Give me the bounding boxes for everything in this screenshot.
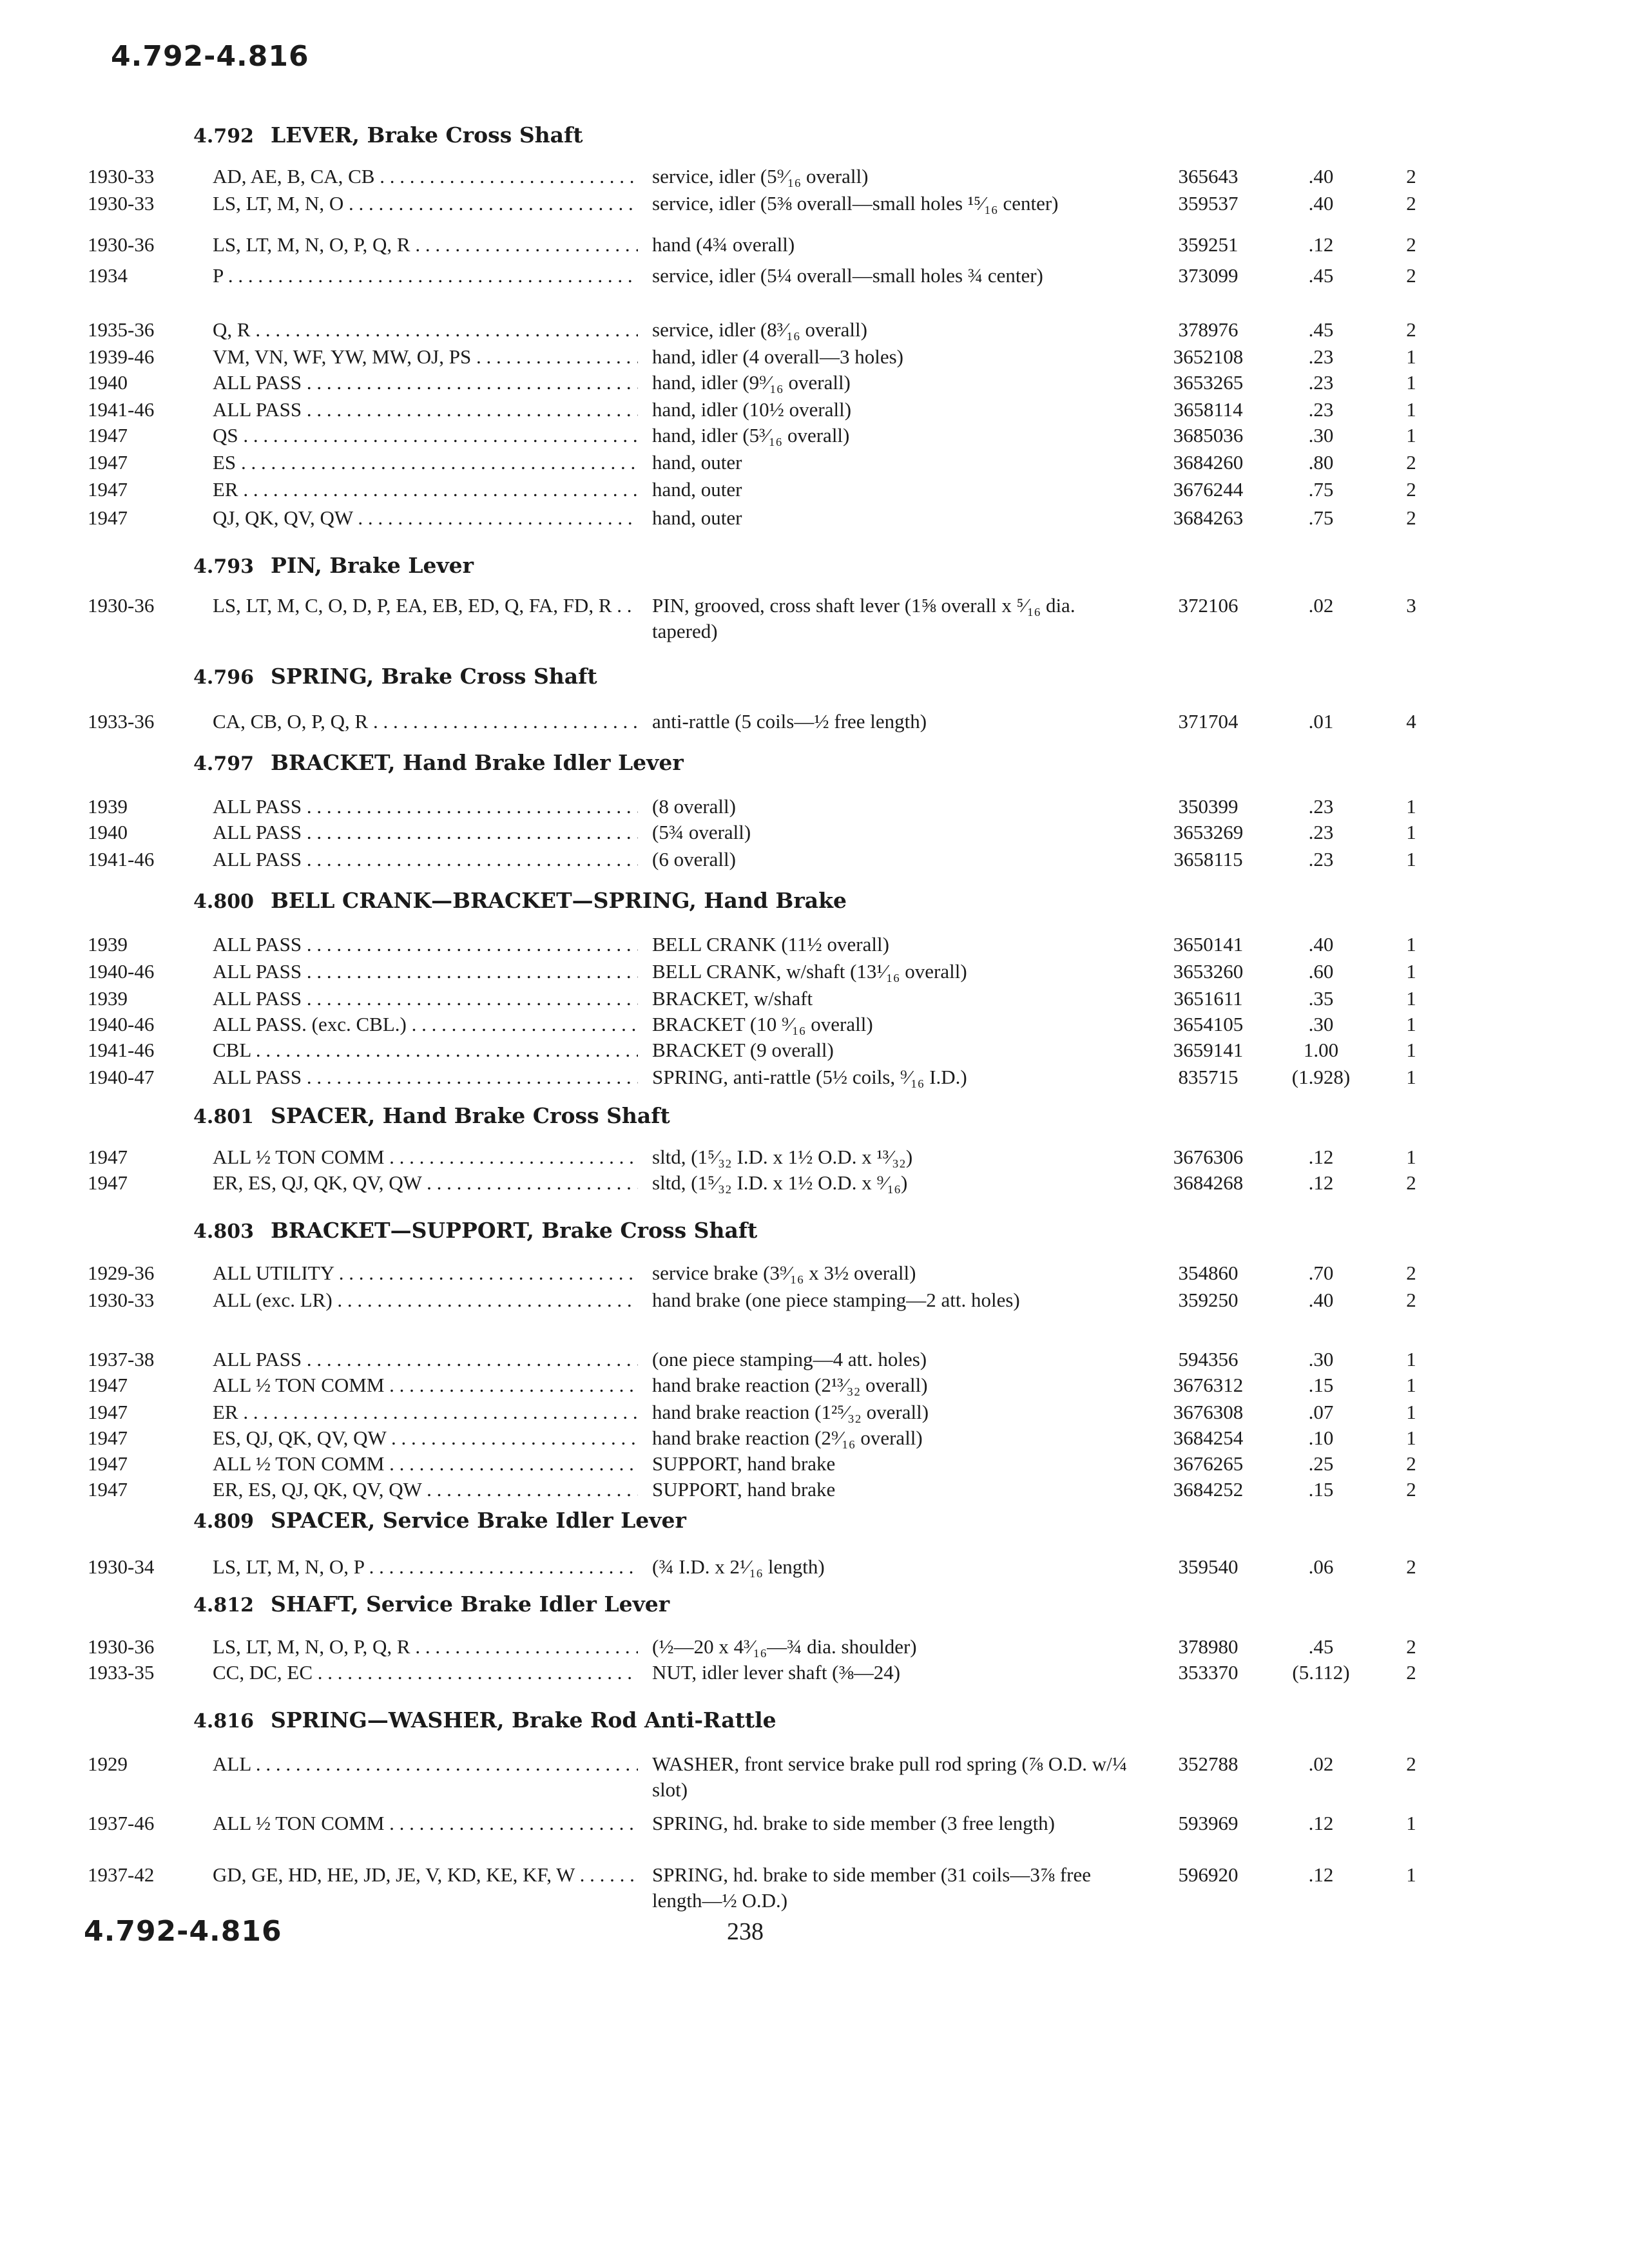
part-number: 350399 [1178, 795, 1239, 818]
list-price: .45 [1308, 318, 1334, 341]
list-price: .45 [1308, 1635, 1334, 1658]
part-description: SPRING, hd. brake to side member (31 coils—3⅞ free length—½ O.D.) [652, 1863, 1092, 1912]
model-years: 1940 [88, 371, 128, 394]
page-range-footer: 4.792-4.816 [84, 1915, 282, 1948]
model-codes: ER . . . [213, 477, 638, 503]
page-number: 238 [727, 1918, 764, 1945]
list-price: .10 [1308, 1427, 1334, 1449]
model-years: 1947 [88, 451, 128, 474]
list-price: .30 [1308, 424, 1334, 447]
quantity: 1 [1406, 1427, 1416, 1449]
quantity: 2 [1406, 451, 1416, 474]
list-price: .23 [1308, 345, 1334, 368]
part-number: 3658115 [1173, 848, 1243, 870]
model-years: 1937-38 [88, 1348, 155, 1370]
part-number: 3684263 [1173, 506, 1244, 529]
part-number: 3685036 [1173, 424, 1244, 447]
list-price: .70 [1308, 1262, 1334, 1284]
model-years: 1933-35 [88, 1661, 155, 1684]
list-price: .25 [1308, 1452, 1334, 1475]
part-description: hand, idler (10½ overall) [652, 398, 852, 421]
model-codes: CC, DC, EC . . . [213, 1660, 638, 1686]
part-description: BRACKET, w/shaft [652, 987, 813, 1010]
model-codes: ALL PASS . . . [213, 986, 638, 1012]
section-title: SPRING, Brake Cross Shaft [271, 664, 597, 689]
quantity: 2 [1406, 192, 1416, 215]
part-description: SPRING, hd. brake to side member (3 free length) [652, 1812, 1055, 1834]
model-years: 1937-42 [88, 1863, 155, 1886]
section-title: LEVER, Brake Cross Shaft [271, 122, 583, 148]
model-codes: ER . . . [213, 1399, 638, 1425]
part-description: PIN, grooved, cross shaft lever (1⅝ overall x ⁵⁄₁₆ dia. tapered) [652, 594, 1075, 642]
part-description: hand brake reaction (1²⁵⁄₃₂ overall) [652, 1401, 929, 1423]
section-number: 4.793 [193, 555, 254, 578]
part-number: 359250 [1178, 1289, 1239, 1311]
model-years: 1930-36 [88, 1635, 155, 1658]
part-number: 596920 [1178, 1863, 1239, 1886]
part-number: 372106 [1178, 594, 1239, 617]
part-description: service brake (3⁹⁄₁₆ x 3½ overall) [652, 1262, 916, 1284]
part-description: hand, outer [652, 451, 742, 474]
quantity: 2 [1406, 1661, 1416, 1684]
section-title: PIN, Brake Lever [271, 553, 474, 578]
quantity: 1 [1406, 398, 1416, 421]
section-heading [193, 750, 684, 775]
model-years: 1940-46 [88, 960, 155, 983]
model-codes: ALL PASS . . . [213, 932, 638, 957]
list-price: .30 [1308, 1348, 1334, 1370]
model-codes: QS . . . [213, 423, 638, 448]
model-codes: ALL PASS. (exc. CBL.) . . . [213, 1012, 638, 1037]
model-years: 1930-33 [88, 192, 155, 215]
part-number: 3684260 [1173, 451, 1244, 474]
quantity: 1 [1406, 848, 1416, 870]
list-price: .23 [1308, 848, 1334, 870]
quantity: 1 [1406, 1013, 1416, 1035]
part-description: hand, idler (5³⁄₁₆ overall) [652, 424, 850, 447]
part-description: sltd, (1⁵⁄₃₂ I.D. x 1½ O.D. x ¹³⁄₃₂) [652, 1146, 913, 1168]
part-number: 594356 [1178, 1348, 1239, 1370]
model-codes: ALL UTILITY . . . [213, 1260, 638, 1286]
section-heading [193, 122, 583, 148]
part-number: 593969 [1178, 1812, 1239, 1834]
list-price: .15 [1308, 1374, 1334, 1396]
quantity: 1 [1406, 424, 1416, 447]
model-codes: QJ, QK, QV, QW . . . [213, 505, 638, 531]
part-description: (¾ I.D. x 2¹⁄₁₆ length) [652, 1555, 825, 1578]
model-years: 1940-47 [88, 1066, 155, 1088]
part-number: 3676244 [1173, 478, 1244, 501]
part-description: SPRING, anti-rattle (5½ coils, ⁹⁄₁₆ I.D.) [652, 1066, 967, 1088]
part-number: 3684254 [1173, 1427, 1244, 1449]
part-description: hand, outer [652, 478, 742, 501]
model-years: 1947 [88, 424, 128, 447]
quantity: 1 [1406, 933, 1416, 956]
quantity: 1 [1406, 1374, 1416, 1396]
section-number: 4.797 [193, 753, 254, 775]
part-number: 3684252 [1173, 1478, 1244, 1501]
part-description: BELL CRANK, w/shaft (13¹⁄₁₆ overall) [652, 960, 967, 983]
list-price: .45 [1308, 264, 1334, 287]
quantity: 1 [1406, 821, 1416, 843]
model-codes: ALL PASS . . . [213, 847, 638, 872]
model-codes: LS, LT, M, N, O, P, Q, R . . . [213, 232, 638, 258]
quantity: 1 [1406, 795, 1416, 818]
model-years: 1930-33 [88, 1289, 155, 1311]
section-heading [193, 1218, 757, 1243]
model-years: 1940 [88, 821, 128, 843]
model-years: 1930-36 [88, 594, 155, 617]
model-years: 1941-46 [88, 848, 155, 870]
list-price: (5.112) [1292, 1661, 1350, 1684]
list-price: .12 [1308, 1812, 1334, 1834]
model-codes: CBL . . . [213, 1037, 638, 1063]
section-heading [193, 888, 847, 913]
model-codes: GD, GE, HD, HE, JD, JE, V, KD, KE, KF, W . . . [213, 1862, 638, 1888]
list-price: .23 [1308, 398, 1334, 421]
list-price: (1.928) [1291, 1066, 1351, 1088]
part-description: WASHER, front service brake pull rod spring (⅞ O.D. w/¼ slot) [652, 1753, 1127, 1801]
list-price: .75 [1308, 506, 1334, 529]
model-years: 1947 [88, 1171, 128, 1194]
part-number: 3653260 [1173, 960, 1244, 983]
part-number: 3652108 [1173, 345, 1244, 368]
model-years: 1930-33 [88, 165, 155, 187]
part-number: 359251 [1178, 233, 1239, 256]
part-number: 354860 [1178, 1262, 1239, 1284]
quantity: 1 [1406, 1863, 1416, 1886]
part-number: 3659141 [1173, 1039, 1244, 1061]
part-description: anti-rattle (5 coils—½ free length) [652, 710, 927, 733]
model-codes: ALL ½ TON COMM . . . [213, 1811, 638, 1836]
list-price: .01 [1308, 710, 1334, 733]
quantity: 1 [1406, 345, 1416, 368]
part-number: 352788 [1178, 1753, 1239, 1775]
part-number: 3684268 [1173, 1171, 1244, 1194]
quantity: 2 [1406, 318, 1416, 341]
part-number: 371704 [1178, 710, 1239, 733]
section-title: SPRING—WASHER, Brake Rod Anti-Rattle [271, 1707, 776, 1733]
part-number: 3654105 [1173, 1013, 1244, 1035]
list-price: .12 [1308, 1863, 1334, 1886]
list-price: .23 [1308, 371, 1334, 394]
section-number: 4.816 [193, 1710, 254, 1733]
list-price: .07 [1308, 1401, 1334, 1423]
model-years: 1939-46 [88, 345, 155, 368]
model-codes: ES, QJ, QK, QV, QW . . . [213, 1425, 638, 1451]
part-description: (6 overall) [652, 848, 736, 870]
part-description: service, idler (5⅜ overall—small holes ¹⁵⁄₁₆ center) [652, 192, 1059, 215]
list-price: .23 [1308, 821, 1334, 843]
part-description: BELL CRANK (11½ overall) [652, 933, 889, 956]
quantity: 1 [1406, 987, 1416, 1010]
quantity: 2 [1406, 1478, 1416, 1501]
quantity: 2 [1406, 1171, 1416, 1194]
part-description: service, idler (5⁹⁄₁₆ overall) [652, 165, 869, 187]
list-price: .30 [1308, 1013, 1334, 1035]
model-codes: ALL PASS . . . [213, 397, 638, 423]
model-codes: ALL PASS . . . [213, 1064, 638, 1090]
quantity: 2 [1406, 478, 1416, 501]
model-years: 1947 [88, 1401, 128, 1423]
model-years: 1929 [88, 1753, 128, 1775]
model-years: 1939 [88, 933, 128, 956]
list-price: .12 [1308, 1171, 1334, 1194]
part-number: 359537 [1178, 192, 1239, 215]
model-years: 1940-46 [88, 1013, 155, 1035]
model-years: 1947 [88, 478, 128, 501]
part-description: hand, outer [652, 506, 742, 529]
part-number: 3651611 [1173, 987, 1243, 1010]
quantity: 1 [1406, 371, 1416, 394]
part-number: 378980 [1178, 1635, 1239, 1658]
model-years: 1930-36 [88, 233, 155, 256]
model-codes: ALL PASS . . . [213, 370, 638, 396]
part-description: service, idler (8³⁄₁₆ overall) [652, 318, 867, 341]
list-price: .60 [1308, 960, 1334, 983]
model-codes: LS, LT, M, C, O, D, P, EA, EB, ED, Q, FA, FD, R . . . [213, 593, 638, 619]
model-years: 1947 [88, 1452, 128, 1475]
list-price: .12 [1308, 1146, 1334, 1168]
list-price: .12 [1308, 233, 1334, 256]
section-number: 4.801 [193, 1106, 254, 1128]
part-number: 835715 [1178, 1066, 1239, 1088]
section-number: 4.809 [193, 1510, 254, 1533]
model-years: 1947 [88, 506, 128, 529]
quantity: 2 [1406, 1262, 1416, 1284]
model-codes: Q, R . . . [213, 317, 638, 343]
section-title: BRACKET—SUPPORT, Brake Cross Shaft [271, 1218, 758, 1243]
part-description: hand (4¾ overall) [652, 233, 795, 256]
part-number: 353370 [1178, 1661, 1239, 1684]
part-description: NUT, idler lever shaft (⅜—24) [652, 1661, 901, 1684]
quantity: 2 [1406, 1555, 1416, 1578]
model-years: 1934 [88, 264, 128, 287]
model-codes: ER, ES, QJ, QK, QV, QW . . . [213, 1170, 638, 1196]
model-codes: ALL . . . [213, 1751, 638, 1777]
part-description: sltd, (1⁵⁄₃₂ I.D. x 1½ O.D. x ⁹⁄₁₆) [652, 1171, 908, 1194]
part-description: (5¾ overall) [652, 821, 751, 843]
section-title: SHAFT, Service Brake Idler Lever [271, 1591, 670, 1617]
quantity: 1 [1406, 960, 1416, 983]
model-codes: ALL ½ TON COMM . . . [213, 1144, 638, 1170]
part-description: hand brake reaction (2¹³⁄₃₂ overall) [652, 1374, 928, 1396]
section-heading [193, 553, 474, 578]
list-price: .06 [1308, 1555, 1334, 1578]
model-codes: ALL PASS . . . [213, 794, 638, 820]
list-price: .75 [1308, 478, 1334, 501]
model-years: 1947 [88, 1146, 128, 1168]
part-description: (one piece stamping—4 att. holes) [652, 1348, 927, 1370]
section-title: BRACKET, Hand Brake Idler Lever [271, 750, 684, 775]
part-number: 359540 [1178, 1555, 1239, 1578]
section-heading [193, 1591, 670, 1617]
list-price: .80 [1308, 451, 1334, 474]
model-codes: CA, CB, O, P, Q, R . . . [213, 709, 638, 735]
page-range-header: 4.792-4.816 [111, 40, 309, 73]
part-number: 365643 [1178, 165, 1239, 187]
quantity: 2 [1406, 1635, 1416, 1658]
quantity: 1 [1406, 1039, 1416, 1061]
model-codes: ES . . . [213, 450, 638, 476]
list-price: .15 [1308, 1478, 1334, 1501]
model-codes: LS, LT, M, N, O, P, Q, R . . . [213, 1634, 638, 1660]
quantity: 1 [1406, 1066, 1416, 1088]
model-years: 1937-46 [88, 1812, 155, 1834]
part-description: service, idler (5¼ overall—small holes ¾ center) [652, 264, 1043, 287]
model-years: 1941-46 [88, 398, 155, 421]
model-codes: ALL ½ TON COMM . . . [213, 1372, 638, 1398]
quantity: 2 [1406, 165, 1416, 187]
section-heading [193, 1103, 670, 1128]
quantity: 1 [1406, 1401, 1416, 1423]
model-codes: ALL ½ TON COMM . . . [213, 1451, 638, 1477]
model-years: 1939 [88, 987, 128, 1010]
part-number: 3676306 [1173, 1146, 1244, 1168]
list-price: .40 [1308, 933, 1334, 956]
quantity: 2 [1406, 506, 1416, 529]
section-number: 4.803 [193, 1220, 254, 1243]
part-description: BRACKET (9 overall) [652, 1039, 834, 1061]
model-codes: ER, ES, QJ, QK, QV, QW . . . [213, 1477, 638, 1503]
section-number: 4.792 [193, 125, 254, 148]
section-number: 4.800 [193, 890, 254, 913]
part-number: 3650141 [1173, 933, 1244, 956]
part-description: (8 overall) [652, 795, 736, 818]
model-codes: P . . . [213, 263, 638, 289]
section-number: 4.796 [193, 666, 254, 689]
model-codes: AD, AE, B, CA, CB . . . [213, 164, 638, 189]
part-description: BRACKET (10 ⁹⁄₁₆ overall) [652, 1013, 873, 1035]
model-years: 1929-36 [88, 1262, 155, 1284]
part-number: 373099 [1178, 264, 1239, 287]
list-price: .40 [1308, 192, 1334, 215]
section-title: BELL CRANK—BRACKET—SPRING, Hand Brake [271, 888, 847, 913]
quantity: 2 [1406, 1452, 1416, 1475]
quantity: 2 [1406, 233, 1416, 256]
list-price: .40 [1308, 1289, 1334, 1311]
quantity: 2 [1406, 1753, 1416, 1775]
list-price: .35 [1308, 987, 1334, 1010]
model-codes: LS, LT, M, N, O . . . [213, 191, 638, 216]
list-price: .02 [1308, 594, 1334, 617]
list-price: 1.00 [1303, 1039, 1339, 1061]
part-number: 3676265 [1173, 1452, 1244, 1475]
quantity: 2 [1406, 264, 1416, 287]
model-years: 1947 [88, 1478, 128, 1501]
section-title: SPACER, Service Brake Idler Lever [271, 1508, 686, 1533]
part-description: hand brake (one piece stamping—2 att. holes) [652, 1289, 1020, 1311]
model-codes: LS, LT, M, N, O, P . . . [213, 1554, 638, 1580]
model-years: 1935-36 [88, 318, 155, 341]
quantity: 1 [1406, 1812, 1416, 1834]
model-years: 1947 [88, 1427, 128, 1449]
section-heading [193, 1707, 776, 1733]
part-number: 3676312 [1173, 1374, 1244, 1396]
model-years: 1941-46 [88, 1039, 155, 1061]
quantity: 1 [1406, 1146, 1416, 1168]
section-title: SPACER, Hand Brake Cross Shaft [271, 1103, 670, 1128]
model-years: 1930-34 [88, 1555, 155, 1578]
part-number: 3676308 [1173, 1401, 1244, 1423]
section-number: 4.812 [193, 1594, 254, 1617]
quantity: 1 [1406, 1348, 1416, 1370]
model-codes: ALL PASS . . . [213, 820, 638, 845]
part-description: hand, idler (9⁹⁄₁₆ overall) [652, 371, 851, 394]
part-number: 3658114 [1173, 398, 1243, 421]
quantity: 3 [1406, 594, 1416, 617]
list-price: .23 [1308, 795, 1334, 818]
model-years: 1947 [88, 1374, 128, 1396]
section-heading [193, 664, 597, 689]
list-price: .40 [1308, 165, 1334, 187]
section-heading [193, 1508, 686, 1533]
part-description: hand brake reaction (2⁹⁄₁₆ overall) [652, 1427, 923, 1449]
part-number: 3653269 [1173, 821, 1244, 843]
part-description: SUPPORT, hand brake [652, 1452, 836, 1475]
model-years: 1933-36 [88, 710, 155, 733]
model-codes: ALL PASS . . . [213, 1347, 638, 1372]
model-codes: VM, VN, WF, YW, MW, OJ, PS . . . [213, 344, 638, 370]
quantity: 2 [1406, 1289, 1416, 1311]
list-price: .02 [1308, 1753, 1334, 1775]
quantity: 4 [1406, 710, 1416, 733]
part-number: 378976 [1178, 318, 1239, 341]
part-description: (½—20 x 4³⁄₁₆—¾ dia. shoulder) [652, 1635, 917, 1658]
model-codes: ALL PASS . . . [213, 959, 638, 985]
model-codes: ALL (exc. LR) . . . [213, 1287, 638, 1313]
part-description: hand, idler (4 overall—3 holes) [652, 345, 903, 368]
model-years: 1939 [88, 795, 128, 818]
part-description: SUPPORT, hand brake [652, 1478, 836, 1501]
part-number: 3653265 [1173, 371, 1244, 394]
